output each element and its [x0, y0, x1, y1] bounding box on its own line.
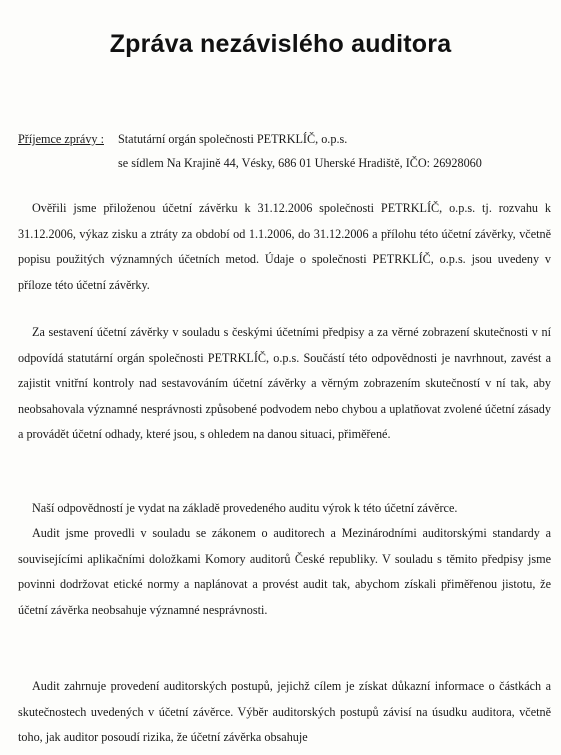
recipient-block [18, 127, 482, 175]
paragraph-auditor-duty: Naší odpovědností je vydat na základě provedeného auditu výrok k této účetní závěrce. [32, 501, 458, 515]
paragraph-scope: Ověřili jsme přiloženou účetní závěrku k 31.12.2006 společnosti PETRKLÍČ, o.p.s. tj. rozvahu k 31.12.2006, výkaz zisku a ztráty za období od 1.1.2006, do 31.12.2006 a přílohu této účetní závěrky, včetně popisu použitých významných účetních metod. Údaje o společnosti PETRKLÍČ, o.p.s. jsou uvedeny v příloze této účetní závěrky. [18, 201, 551, 292]
paragraph-responsibility: Za sestavení účetní závěrky v souladu s českými účetními předpisy a za věrné zobrazení skutečnosti v ní odpovídá statutární orgán společnosti PETRKLÍČ, o.p.s. Součástí této odpovědnosti je navrhnout, zavést a zajistit vnitřní kontroly nad sestavováním účetní závěrky a věrným zobrazením skutečností v ní tak, aby neobsahovala významné nesprávnosti způsobené podvodem nebo chybou a uplatňovat zvolené účetní zásady a provádět účetní odhady, které jsou, s ohledem na danou situaci, přiměřené. [18, 325, 551, 441]
paragraph-standards: Audit jsme provedli v souladu se zákonem o auditorech a Mezinárodními auditorskými standardy a souvisejícími aplikačními doložkami Komory auditorů České republiky. V souladu s těmito předpisy jsme povinni dodržovat etické normy a naplánovat a provést audit tak, abychom získali přiměřenou jistotu, že účetní závěrka neobsahuje významné nesprávnosti. [18, 526, 551, 617]
paragraph-procedures: Audit zahrnuje provedení auditorských postupů, jejichž cílem je získat důkazní informace o částkách a skutečnostech uvedených v účetní závěrce. Výběr auditorských postupů závisí na úsudku auditora, včetně toho, jak auditor posoudí rizika, že účetní závěrka obsahuje [18, 679, 551, 744]
document-title: Zpráva nezávislého auditora [109, 30, 452, 58]
recipient-name: Statutární orgán společnosti PETRKLÍČ, o.p.s. [118, 132, 348, 146]
recipient-address: se sídlem Na Krajině 44, Vésky, 686 01 Uherské Hradiště, IČO: 26928060 [118, 156, 482, 170]
recipient-label: Příjemce zprávy : [18, 132, 104, 146]
